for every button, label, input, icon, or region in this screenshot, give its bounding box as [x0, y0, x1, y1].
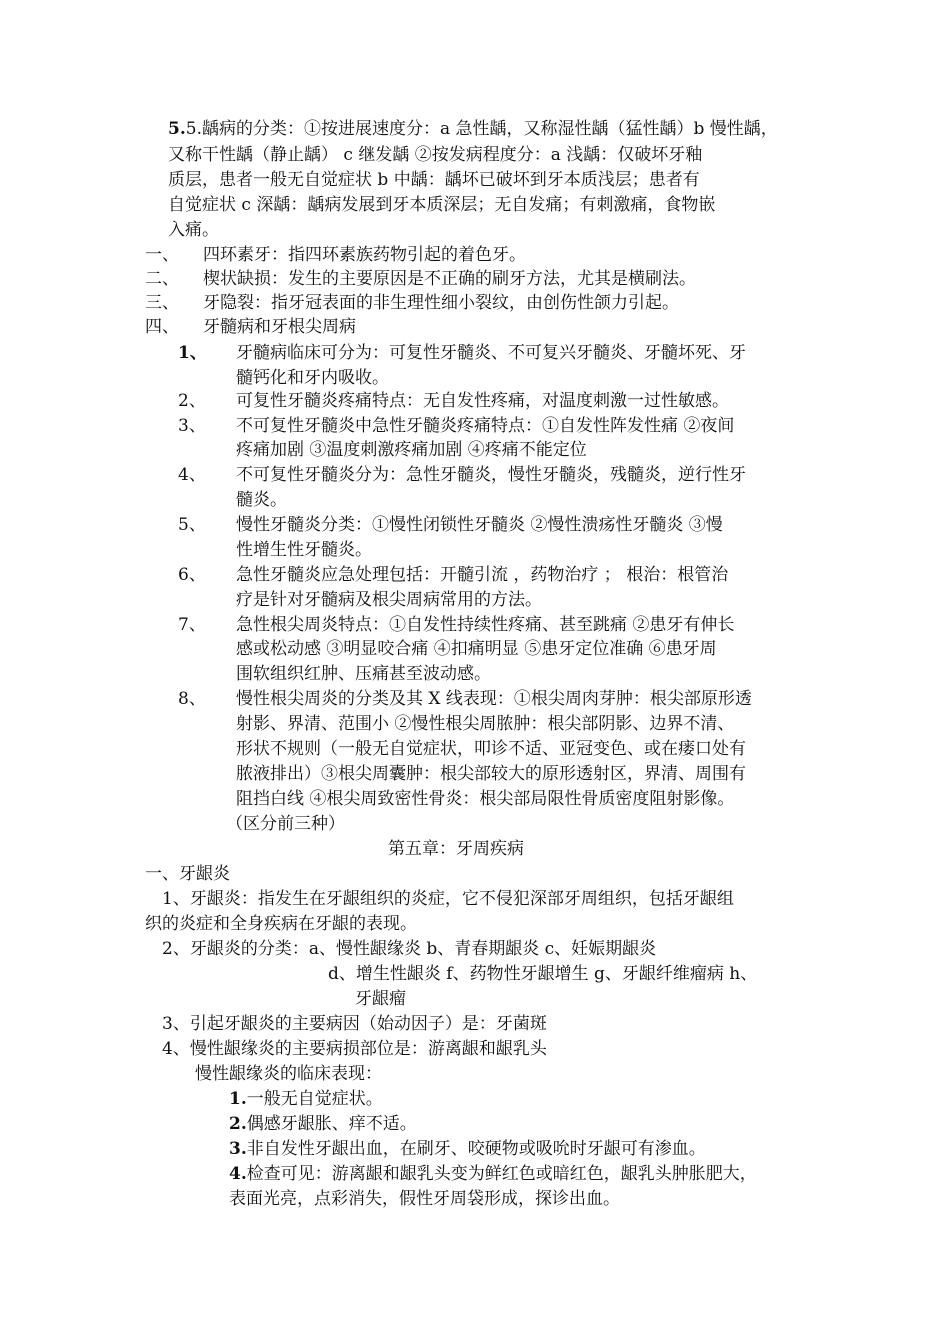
pulp-8-line-6: （区分前三种） [226, 814, 345, 834]
clinical-item-4: 4.检查可见：游离龈和龈乳头变为鲜红色或暗红色，龈乳头肿胀肥大， [229, 1164, 757, 1184]
pulp-num-2: 2、 [178, 391, 206, 411]
pulp-6-line-1: 急性牙髓炎应急处理包括：开髓引流 ，药物治疗 ； 根治：根管治 [236, 565, 729, 585]
section-text-2: 楔状缺损：发生的主要原因是不正确的刷牙方法，尤其是横刷法。 [203, 269, 696, 289]
pulp-5-line-1: 慢性牙髓炎分类：①慢性闭锁性牙髓炎 ②慢性溃疡性牙髓炎 ③慢 [236, 515, 723, 535]
pulp-3-line-1: 不可复性牙髓炎中急性牙髓炎疼痛特点：①自发性阵发性痛 ②夜间 [236, 416, 735, 436]
pulp-num-3: 3、 [178, 416, 206, 436]
caries-line-1: 5.5.龋病的分类：①按进展速度分：a 急性龋，又称湿性龋（猛性龋）b 慢性龋， [168, 119, 778, 139]
gingivitis-site: 4、慢性龈缘炎的主要病损部位是：游离龈和龈乳头 [162, 1039, 547, 1059]
pulp-3-line-2: 疼痛加剧 ③温度刺激疼痛加剧 ④疼痛不能定位 [236, 440, 587, 460]
pulp-num-4: 4、 [178, 465, 206, 485]
caries-line-2: 又称干性龋（静止龋） c 继发龋 ②按发病程度分：a 浅龋：仅破坏牙釉 [168, 145, 703, 165]
clinical-item-1: 1.一般无自觉症状。 [229, 1089, 383, 1109]
section-text-1: 四环素牙：指四环素族药物引起的着色牙。 [203, 245, 526, 265]
clinical-title: 慢性龈缘炎的临床表现： [195, 1064, 382, 1084]
section-num-1: 一、 [145, 245, 179, 265]
section-num-4: 四、 [145, 317, 179, 337]
pulp-8-line-3: 形状不规则（一般无自觉症状，叩诊不适、亚冠变色、或在瘘口处有 [236, 739, 746, 759]
pulp-8-line-1: 慢性根尖周炎的分类及其 X 线表现：①根尖周肉芽肿：根尖部原形透 [236, 689, 752, 709]
chapter-title: 第五章：牙周疾病 [388, 839, 524, 859]
pulp-7-line-3: 围软组织红肿、压痛甚至波动感。 [236, 664, 491, 684]
pulp-4-line-2: 髓炎。 [236, 490, 287, 510]
section-num-3: 三、 [145, 293, 179, 313]
clinical-item-3: 3.非自发性牙龈出血，在刷牙、咬硬物或吸吮时牙龈可有渗血。 [229, 1139, 706, 1159]
caries-line-5: 入痛。 [168, 220, 219, 240]
pulp-8-line-5: 阻挡白线 ④根尖周致密性骨炎：根尖部局限性骨质密度阻射影像。 [236, 789, 735, 809]
pulp-5-line-2: 性增生性牙髓炎。 [236, 540, 372, 560]
pulp-num-8: 8、 [178, 689, 206, 709]
pulp-1-line-1: 牙髓病临床可分为：可复性牙髓炎、不可复兴牙髓炎、牙髓坏死、牙 [236, 343, 746, 363]
section-text-4: 牙髓病和牙根尖周病 [203, 317, 356, 337]
pulp-num-6: 6、 [178, 565, 206, 585]
pulp-2-line-1: 可复性牙髓炎疼痛特点：无自发性疼痛，对温度刺激一过性敏感。 [236, 391, 729, 411]
pulp-1-line-2: 髓钙化和牙内吸收。 [236, 368, 389, 388]
pulp-num-1: 1、 [178, 343, 207, 363]
gingivitis-def-line-1: 1、牙龈炎：指发生在牙龈组织的炎症，它不侵犯深部牙周组织，包括牙龈组 [162, 889, 734, 909]
caries-line-3: 质层，患者一般无自觉症状 b 中龋：龋坏已破坏到牙本质浅层；患者有 [168, 170, 700, 190]
section-num-2: 二、 [145, 269, 179, 289]
pulp-6-line-2: 疗是针对牙髓病及根尖周病常用的方法。 [236, 590, 542, 610]
gingivitis-def-line-2: 织的炎症和全身疾病在牙龈的表现。 [145, 914, 417, 934]
gingivitis-cause: 3、引起牙龈炎的主要病因（始动因子）是：牙菌斑 [162, 1014, 547, 1034]
caries-line-4: 自觉症状 c 深龋：龋病发展到牙本质深层；无自发痛；有刺激痛，食物嵌 [168, 195, 716, 215]
section-text-3: 牙隐裂：指牙冠表面的非生理性细小裂纹，由创伤性颌力引起。 [203, 293, 679, 313]
gingivitis-class-line-2: d、增生性龈炎 f、药物性牙龈增生 g、牙龈纤维瘤病 h、 [328, 964, 758, 984]
section-gingivitis: 一、牙龈炎 [145, 864, 230, 884]
pulp-8-line-4: 脓液排出）③根尖周囊肿：根尖部较大的原形透射区，界清、周围有 [236, 764, 746, 784]
pulp-num-5: 5、 [178, 515, 206, 535]
pulp-7-line-2: 感或松动感 ③明显咬合痛 ④扣痛明显 ⑤患牙定位准确 ⑥患牙周 [236, 639, 717, 659]
pulp-8-line-2: 射影、界清、范围小 ②慢性根尖周脓肿：根尖部阴影、边界不清、 [236, 714, 735, 734]
pulp-num-7: 7、 [178, 615, 206, 635]
clinical-item-2: 2.偶感牙龈胀、痒不适。 [229, 1114, 417, 1134]
pulp-7-line-1: 急性根尖周炎特点：①自发性持续性疼痛、甚至跳痛 ②患牙有伸长 [236, 615, 735, 635]
clinical-item-4-line-2: 表面光亮，点彩消失，假性牙周袋形成，探诊出血。 [229, 1189, 620, 1209]
gingivitis-class-line-3: 牙龈瘤 [355, 989, 406, 1009]
pulp-4-line-1: 不可复性牙髓炎分为：急性牙髓炎，慢性牙髓炎，残髓炎，逆行性牙 [236, 465, 746, 485]
gingivitis-class-line-1: 2、牙龈炎的分类：a、慢性龈缘炎 b、青春期龈炎 c、妊娠期龈炎 [162, 939, 657, 959]
